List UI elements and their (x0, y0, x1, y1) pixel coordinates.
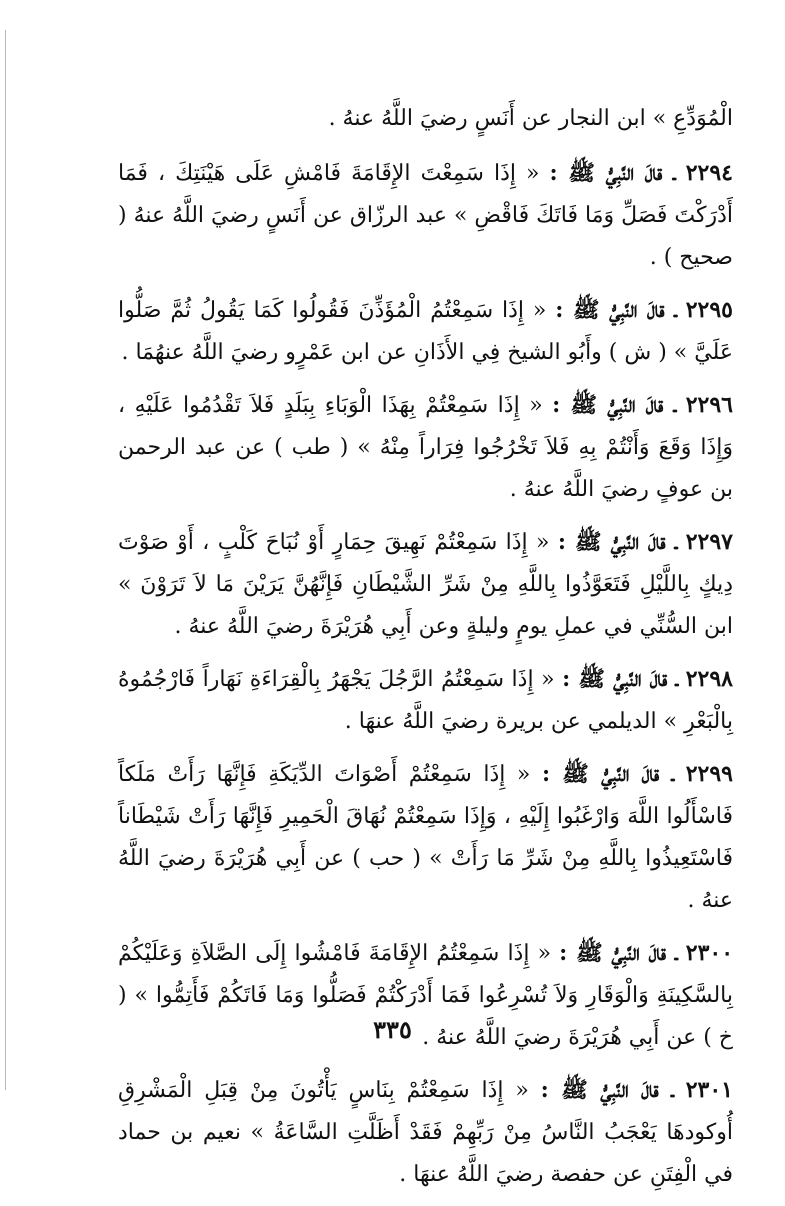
hadith-text: « إِذَا سَمِعْتُمْ بِهَذَا الْوَبَاءِ بِبَلَدٍ فَلاَ تَقْدُمُوا عَلَيْهِ ، وَإِذَا وَقَعَ وَأَنْتُمْ بِهِ فَلاَ تَخْرُجُوا فِرَاراً مِنْهُ » ( طب ) عن عبد الرحمن بن عوفٍ رضيَ اللَّهُ عنهُ . (118, 393, 733, 502)
intro-paragraph (118, 98, 733, 140)
hadith-2298 (118, 658, 733, 743)
hadith-prefix: ـ قالَ النَّبِيُّ ﷺ : (557, 529, 678, 555)
hadith-number: ٢٣٠٠ (685, 940, 734, 966)
hadith-text: « إِذَا سَمِعْتُمُ الإِقَامَةَ فَامْشُوا إِلَى الصَّلاَةِ وَعَلَيْكُمْ بِالسَّكِينَةِ وَالْوَقَارِ وَلاَ تُسْرِعُوا فَمَا أَدْرَكْتُمْ فَصَلُّوا وَمَا فَاتَكُمْ فَأَتِمُّوا » ( خ ) عن أَبِي هُرَيْرَةَ رضيَ اللَّهُ عنهُ . (118, 941, 733, 1050)
hadith-2295 (118, 289, 733, 374)
hadith-prefix: ـ قالَ النَّبِيُّ ﷺ : (562, 666, 679, 692)
hadith-text: « إِذَا سَمِعْتُمُ الرَّجُلَ يَجْهَرُ بِالْقِرَاءَةِ نَهَاراً فَارْجُمُوهُ بِالْبَعْرِ » الديلمي عن بريرة رضيَ اللَّهُ عنهَا . (118, 667, 733, 734)
hadith-2297 (118, 521, 733, 648)
hadith-number: ٢٢٩٧ (685, 529, 733, 555)
hadith-prefix: ـ قالَ النَّبِيُّ ﷺ : (552, 392, 677, 418)
hadith-prefix: ـ قالَ النَّبِيُّ ﷺ : (555, 297, 677, 323)
page-edge-line (5, 30, 6, 1090)
hadith-number: ٢٣٠١ (685, 1077, 733, 1103)
hadith-number: ٢٢٩٨ (685, 666, 733, 692)
hadith-2299 (118, 753, 733, 922)
hadith-2301 (118, 1069, 733, 1196)
hadith-prefix: ـ قالَ النَّبِيُّ ﷺ : (541, 761, 675, 787)
hadith-prefix: ـ قالَ النَّبِيُّ ﷺ : (549, 160, 676, 186)
hadith-2294 (118, 152, 733, 279)
hadith-number: ٢٢٩٤ (685, 160, 733, 186)
hadith-text: « إِذَا سَمِعْتُمْ نَهِيقَ حِمَارٍ أَوْ نُبَاحَ كَلْبٍ ، أَوْ صَوْتَ دِيكٍ بِاللَّيْلِ فَتَعَوَّذُوا بِاللَّهِ مِنْ شَرِّ الشَّيْطَانِ فَإِنَّهُنَّ يَرَيْنَ مَا لاَ تَرَوْنَ » ابن السُّنِّي في عملِ يومٍ وليلةٍ وعن أَبِي هُرَيْرَةَ رضيَ اللَّهُ عنهُ . (118, 530, 733, 639)
hadith-number: ٢٢٩٩ (685, 761, 733, 787)
page-number: ٣٣٥ (373, 1015, 412, 1044)
hadith-text: « إِذَا سَمِعْتُمْ بِنَاسٍ يَأْتُونَ مِنْ قِبَلِ الْمَشْرِقِ أُوكودهَا يَعْجَبُ النَّاسُ مِنْ رَبِّهِمْ فَقَدْ أَظَلَّتِ السَّاعَةُ » نعيم بن حماد في الْفِتَنِ عن حفصة رضيَ اللَّهُ عنهَا . (118, 1078, 733, 1187)
hadith-2296 (118, 384, 733, 511)
hadith-number: ٢٢٩٦ (685, 392, 733, 418)
hadith-prefix: ـ قالَ النَّبِيُّ ﷺ : (540, 1077, 674, 1103)
hadith-text: « إِذَا سَمِعْتَ الإِقَامَةَ فَامْشِ عَلَى هَيْنَتِكَ ، فَمَا أَدْرَكْتَ فَصَلِّ وَمَا فَاتَكَ فَاقْضِ » عبد الرزّاق عن أَنَسٍ رضيَ اللَّهُ عنهُ ( صحيح ) . (118, 161, 733, 270)
hadith-number: ٢٢٩٥ (685, 297, 733, 323)
intro-text: الْمُوَدِّعِ » ابن النجار عن أَنَسٍ رضيَ اللَّهُ عنهُ . (328, 106, 733, 131)
hadith-text: « إِذَا سَمِعْتُمُ الْمُؤَذِّنَ فَقُولُوا كَمَا يَقُولُ ثُمَّ صَلُّوا عَلَيَّ » ( ش ) وأَبُو الشيخ فِي الأَذَانِ عن ابن عَمْرٍو رضيَ اللَّهُ عنهُمَا . (118, 298, 733, 365)
hadith-prefix: ـ قالَ النَّبِيُّ ﷺ : (559, 940, 678, 966)
hadith-text: « إِذَا سَمِعْتُمْ أَصْوَاتَ الدِّيَكَةِ فَإِنَّهَا رَأَتْ مَلَكاً فَاسْأَلُوا اللَّهَ وَارْغَبُوا إِلَيْهِ ، وَإِذَا سَمِعْتُمْ نُهَاقَ الْحَمِيرِ فَإِنَّهَا رَأَتْ شَيْطَاناً فَاسْتَعِيذُوا بِاللَّهِ مِنْ شَرِّ مَا رَأَتْ » ( حب ) عن أَبِي هُرَيْرَةَ رضيَ اللَّهُ عنهُ . (118, 762, 733, 913)
